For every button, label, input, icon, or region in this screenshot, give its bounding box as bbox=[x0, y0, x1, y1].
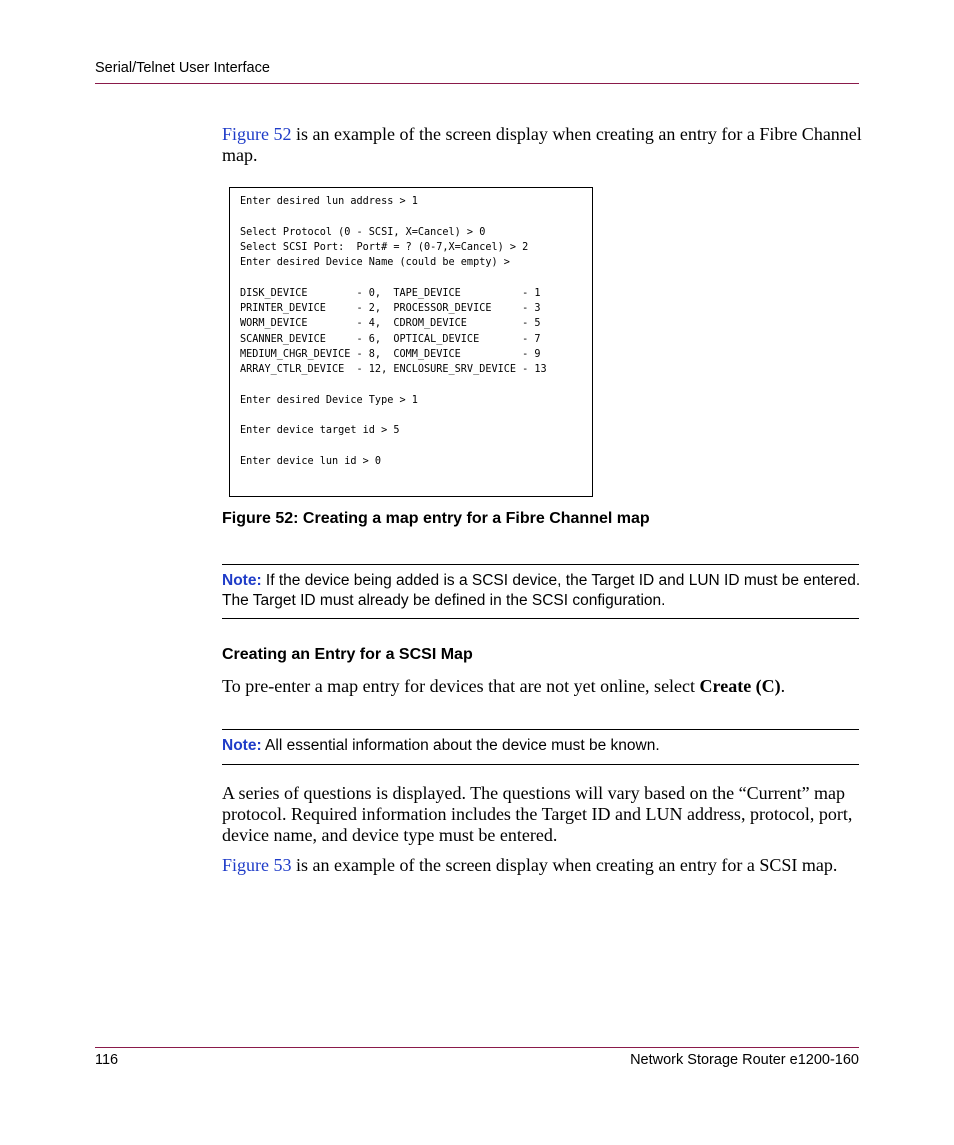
terminal-line: Enter desired Device Name (could be empty) > bbox=[240, 257, 510, 269]
note-essential-info bbox=[222, 736, 862, 756]
figure-52-link[interactable]: Figure 52 bbox=[222, 124, 292, 144]
terminal-line: Enter device target id > 5 bbox=[240, 425, 400, 437]
questions-paragraph: A series of questions is displayed. The questions will vary based on the “Current” map protocol. Required information includes the Target ID and LUN address, protocol, port, device name, and device type must be entered. bbox=[222, 783, 853, 845]
terminal-line: PRINTER_DEVICE - 2, PROCESSOR_DEVICE - 3 bbox=[240, 303, 541, 315]
note2-rule-bottom bbox=[222, 764, 859, 765]
terminal-line bbox=[240, 408, 547, 423]
running-header: Serial/Telnet User Interface bbox=[95, 60, 270, 76]
terminal-line bbox=[240, 439, 547, 454]
terminal-line: DISK_DEVICE - 0, TAPE_DEVICE - 1 bbox=[240, 287, 541, 299]
note2-text: All essential information about the device must be known. bbox=[261, 737, 660, 754]
pre-enter-end: . bbox=[780, 676, 786, 696]
terminal-line bbox=[240, 270, 547, 285]
note-rule-top bbox=[222, 564, 859, 565]
header-rule bbox=[95, 83, 859, 84]
terminal-screenshot bbox=[229, 187, 593, 497]
page-number: 116 bbox=[95, 1052, 119, 1068]
note-rule-bottom bbox=[222, 618, 859, 619]
terminal-line: Enter device lun id > 0 bbox=[240, 456, 382, 468]
terminal-line: MEDIUM_CHGR_DEVICE - 8, COMM_DEVICE - 9 bbox=[240, 348, 541, 360]
figure-53-text: is an example of the screen display when creating an entry for a SCSI map. bbox=[291, 855, 838, 875]
note-device-ids bbox=[222, 571, 862, 611]
terminal-line: Enter desired lun address > 1 bbox=[240, 196, 418, 207]
terminal-line bbox=[240, 209, 547, 224]
note-label: Note: bbox=[222, 572, 262, 589]
intro-paragraph-text: is an example of the screen display when creating an entry for a Fibre Channel map. bbox=[222, 124, 862, 165]
terminal-line bbox=[240, 378, 547, 393]
terminal-line: ARRAY_CTLR_DEVICE - 12, ENCLOSURE_SRV_DEVICE - 13 bbox=[240, 364, 547, 376]
section-heading: Creating an Entry for a SCSI Map bbox=[222, 646, 473, 663]
pre-enter-text: To pre-enter a map entry for devices that are not yet online, select bbox=[222, 676, 700, 696]
terminal-line: Enter desired Device Type > 1 bbox=[240, 394, 418, 406]
terminal-line: WORM_DEVICE - 4, CDROM_DEVICE - 5 bbox=[240, 318, 541, 330]
terminal-line: Select Protocol (0 - SCSI, X=Cancel) > 0 bbox=[240, 226, 486, 238]
note2-label: Note: bbox=[222, 737, 262, 754]
figure-53-link[interactable]: Figure 53 bbox=[222, 855, 292, 875]
terminal-output bbox=[240, 194, 547, 469]
terminal-line: Select SCSI Port: Port# = ? (0-7,X=Cancel) > 2 bbox=[240, 241, 529, 253]
figure-53-paragraph bbox=[222, 855, 862, 876]
footer-rule bbox=[95, 1047, 859, 1048]
create-command: Create (C) bbox=[699, 676, 781, 696]
intro-paragraph bbox=[222, 124, 862, 166]
pre-enter-paragraph bbox=[222, 676, 862, 697]
note-text: If the device being added is a SCSI device, the Target ID and LUN ID must be entered. The Target ID must already be defined in the SCSI configuration. bbox=[222, 572, 861, 609]
terminal-line: SCANNER_DEVICE - 6, OPTICAL_DEVICE - 7 bbox=[240, 333, 541, 345]
footer-title: Network Storage Router e1200-160 bbox=[630, 1052, 859, 1068]
note2-rule-top bbox=[222, 729, 859, 730]
figure-caption: Figure 52: Creating a map entry for a Fibre Channel map bbox=[222, 510, 650, 527]
